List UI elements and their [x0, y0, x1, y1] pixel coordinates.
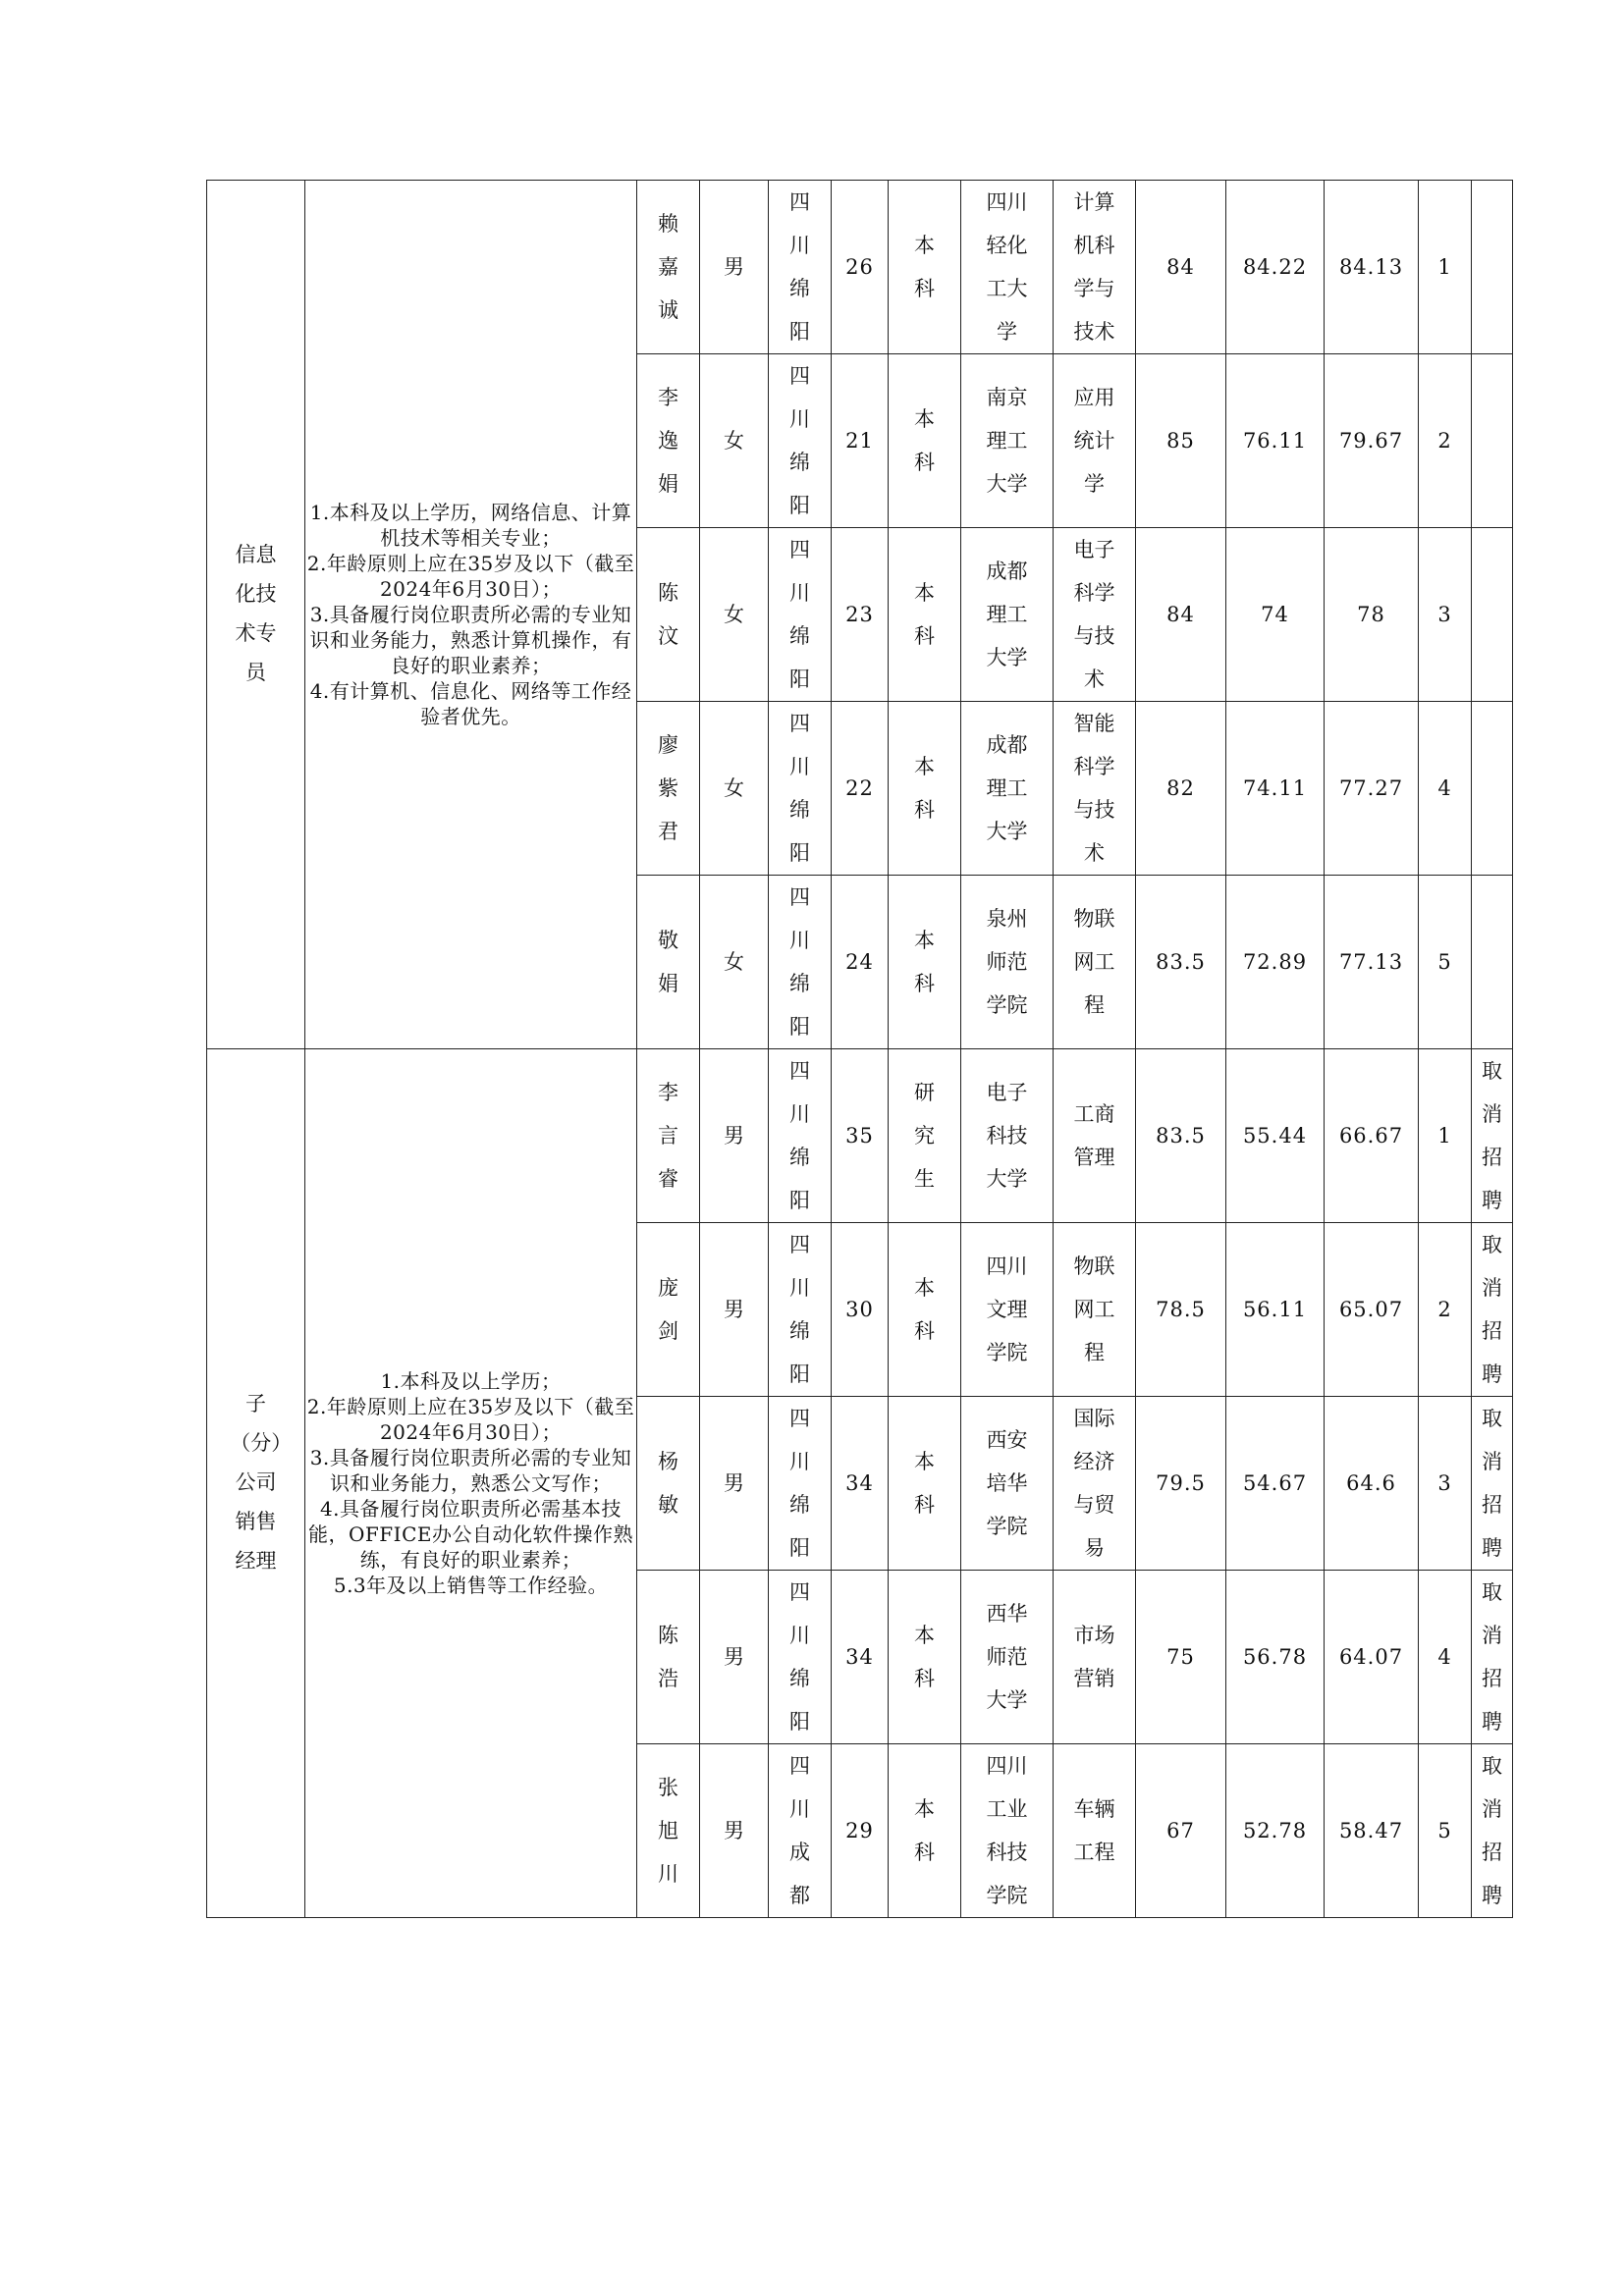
origin-cell: 四川绵阳 [769, 702, 832, 876]
age-cell: 24 [832, 876, 889, 1049]
note-cell [1472, 354, 1513, 528]
score-written-cell: 83.5 [1136, 1049, 1226, 1223]
score-written-cell: 79.5 [1136, 1397, 1226, 1571]
note-cell [1472, 702, 1513, 876]
score-written-cell: 67 [1136, 1744, 1226, 1918]
rank-cell: 3 [1419, 528, 1472, 702]
score-total-cell: 65.07 [1325, 1223, 1419, 1397]
requirement-line: 5.3年及以上销售等工作经验。 [333, 1574, 609, 1597]
note-cell: 取消招聘 [1472, 1049, 1513, 1223]
education-cell: 本科 [889, 1744, 961, 1918]
name-cell: 李言睿 [637, 1049, 700, 1223]
major-cell: 物联网工程 [1054, 1223, 1136, 1397]
gender-cell: 男 [700, 1223, 769, 1397]
score-total-cell: 84.13 [1325, 181, 1419, 354]
origin-cell: 四川绵阳 [769, 1397, 832, 1571]
age-cell: 29 [832, 1744, 889, 1918]
rank-cell: 2 [1419, 354, 1472, 528]
note-cell [1472, 876, 1513, 1049]
name-cell: 陈浩 [637, 1571, 700, 1744]
note-cell [1472, 528, 1513, 702]
school-cell: 四川工业科技学院 [961, 1744, 1054, 1918]
score-written-cell: 85 [1136, 354, 1226, 528]
requirements-cell [305, 181, 637, 1049]
score-total-cell: 77.27 [1325, 702, 1419, 876]
score-total-cell: 79.67 [1325, 354, 1419, 528]
origin-cell: 四川绵阳 [769, 1049, 832, 1223]
name-cell: 赖嘉诚 [637, 181, 700, 354]
position-cell: 信息化技术专员 [207, 181, 305, 1049]
gender-cell: 男 [700, 1571, 769, 1744]
score-written-cell: 75 [1136, 1571, 1226, 1744]
education-cell: 本科 [889, 1397, 961, 1571]
age-cell: 34 [832, 1397, 889, 1571]
score-total-cell: 66.67 [1325, 1049, 1419, 1223]
requirement-line: 4.有计算机、信息化、网络等工作经验者优先。 [309, 679, 632, 728]
score-total-cell: 58.47 [1325, 1744, 1419, 1918]
rank-cell: 1 [1419, 181, 1472, 354]
gender-cell: 女 [700, 702, 769, 876]
major-cell: 国际经济与贸易 [1054, 1397, 1136, 1571]
name-cell: 庞剑 [637, 1223, 700, 1397]
score-interview-cell: 52.78 [1226, 1744, 1325, 1918]
age-cell: 34 [832, 1571, 889, 1744]
score-interview-cell: 56.11 [1226, 1223, 1325, 1397]
origin-cell: 四川绵阳 [769, 354, 832, 528]
requirement-line: 2.年龄原则上应在35岁及以下（截至2024年6月30日）； [306, 1395, 635, 1444]
score-interview-cell: 54.67 [1226, 1397, 1325, 1571]
school-cell: 四川轻化工大学 [961, 181, 1054, 354]
table-row [207, 181, 1513, 354]
rank-cell: 4 [1419, 1571, 1472, 1744]
major-cell: 车辆工程 [1054, 1744, 1136, 1918]
major-cell: 市场营销 [1054, 1571, 1136, 1744]
name-cell: 张旭川 [637, 1744, 700, 1918]
note-cell: 取消招聘 [1472, 1744, 1513, 1918]
age-cell: 26 [832, 181, 889, 354]
gender-cell: 男 [700, 1397, 769, 1571]
age-cell: 21 [832, 354, 889, 528]
gender-cell: 男 [700, 1744, 769, 1918]
table-row [207, 1049, 1513, 1223]
major-cell: 物联网工程 [1054, 876, 1136, 1049]
score-interview-cell: 74.11 [1226, 702, 1325, 876]
school-cell: 西华师范大学 [961, 1571, 1054, 1744]
requirement-line: 3.具备履行岗位职责所必需的专业知识和业务能力，熟悉计算机操作，有良好的职业素养； [309, 603, 632, 677]
score-written-cell: 84 [1136, 528, 1226, 702]
score-written-cell: 84 [1136, 181, 1226, 354]
score-total-cell: 64.6 [1325, 1397, 1419, 1571]
school-cell: 成都理工大学 [961, 528, 1054, 702]
major-cell: 电子科学与技术 [1054, 528, 1136, 702]
name-cell: 廖紫君 [637, 702, 700, 876]
school-cell: 南京理工大学 [961, 354, 1054, 528]
document-page [206, 180, 1513, 1918]
major-cell: 计算机科学与技术 [1054, 181, 1136, 354]
score-interview-cell: 55.44 [1226, 1049, 1325, 1223]
education-cell: 本科 [889, 181, 961, 354]
requirement-line: 1.本科及以上学历，网络信息、计算机技术等相关专业； [309, 501, 632, 550]
name-cell: 杨敏 [637, 1397, 700, 1571]
score-written-cell: 78.5 [1136, 1223, 1226, 1397]
origin-cell: 四川绵阳 [769, 181, 832, 354]
rank-cell: 4 [1419, 702, 1472, 876]
score-written-cell: 83.5 [1136, 876, 1226, 1049]
major-cell: 应用统计学 [1054, 354, 1136, 528]
age-cell: 22 [832, 702, 889, 876]
school-cell: 成都理工大学 [961, 702, 1054, 876]
score-interview-cell: 72.89 [1226, 876, 1325, 1049]
origin-cell: 四川绵阳 [769, 876, 832, 1049]
education-cell: 本科 [889, 528, 961, 702]
age-cell: 23 [832, 528, 889, 702]
note-cell: 取消招聘 [1472, 1571, 1513, 1744]
education-cell: 本科 [889, 1571, 961, 1744]
requirements-cell [305, 1049, 637, 1918]
requirement-line: 3.具备履行岗位职责所必需的专业知识和业务能力，熟悉公文写作； [309, 1446, 632, 1495]
rank-cell: 1 [1419, 1049, 1472, 1223]
candidate-table [206, 180, 1513, 1918]
score-total-cell: 77.13 [1325, 876, 1419, 1049]
name-cell: 敬娟 [637, 876, 700, 1049]
requirement-line: 2.年龄原则上应在35岁及以下（截至2024年6月30日）； [306, 552, 635, 601]
gender-cell: 女 [700, 876, 769, 1049]
note-cell [1472, 181, 1513, 354]
score-interview-cell: 76.11 [1226, 354, 1325, 528]
major-cell: 智能科学与技术 [1054, 702, 1136, 876]
score-interview-cell: 56.78 [1226, 1571, 1325, 1744]
score-interview-cell: 74 [1226, 528, 1325, 702]
education-cell: 本科 [889, 1223, 961, 1397]
name-cell: 陈汶 [637, 528, 700, 702]
origin-cell: 四川成都 [769, 1744, 832, 1918]
gender-cell: 男 [700, 1049, 769, 1223]
rank-cell: 3 [1419, 1397, 1472, 1571]
rank-cell: 2 [1419, 1223, 1472, 1397]
age-cell: 35 [832, 1049, 889, 1223]
age-cell: 30 [832, 1223, 889, 1397]
gender-cell: 女 [700, 528, 769, 702]
score-total-cell: 64.07 [1325, 1571, 1419, 1744]
score-interview-cell: 84.22 [1226, 181, 1325, 354]
school-cell: 西安培华学院 [961, 1397, 1054, 1571]
origin-cell: 四川绵阳 [769, 1223, 832, 1397]
requirement-line: 1.本科及以上学历； [380, 1369, 562, 1393]
major-cell: 工商管理 [1054, 1049, 1136, 1223]
score-total-cell: 78 [1325, 528, 1419, 702]
note-cell: 取消招聘 [1472, 1223, 1513, 1397]
school-cell: 电子科技大学 [961, 1049, 1054, 1223]
gender-cell: 男 [700, 181, 769, 354]
score-written-cell: 82 [1136, 702, 1226, 876]
gender-cell: 女 [700, 354, 769, 528]
requirement-line: 4.具备履行岗位职责所必需基本技能，OFFICE办公自动化软件操作熟练，有良好的职业素养； [308, 1497, 633, 1572]
origin-cell: 四川绵阳 [769, 1571, 832, 1744]
name-cell: 李逸娟 [637, 354, 700, 528]
origin-cell: 四川绵阳 [769, 528, 832, 702]
education-cell: 本科 [889, 876, 961, 1049]
rank-cell: 5 [1419, 876, 1472, 1049]
position-cell: 子（分）公司销售经理 [207, 1049, 305, 1918]
education-cell: 本科 [889, 354, 961, 528]
school-cell: 泉州师范学院 [961, 876, 1054, 1049]
education-cell: 本科 [889, 702, 961, 876]
note-cell: 取消招聘 [1472, 1397, 1513, 1571]
education-cell: 研究生 [889, 1049, 961, 1223]
rank-cell: 5 [1419, 1744, 1472, 1918]
school-cell: 四川文理学院 [961, 1223, 1054, 1397]
